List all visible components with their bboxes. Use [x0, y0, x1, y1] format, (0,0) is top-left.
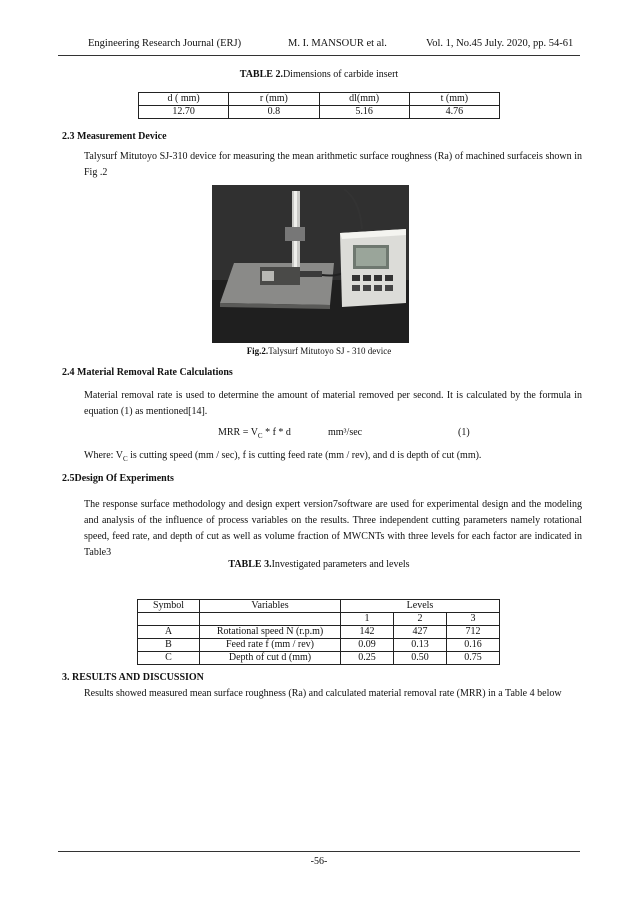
page-number: -56-	[310, 856, 328, 867]
table3-variable: Rotational speed N (r.p.m)	[200, 626, 341, 639]
table3	[137, 599, 500, 665]
table2-col-dl: dl(mm)	[319, 93, 409, 106]
section-2-4-body: Material removal rate is used to determine the amount of material removed per second. It is calculated by the formula in equation (1) as mentioned[14].	[84, 390, 582, 417]
section-2-5-heading: 2.5Design Of Experiments	[62, 473, 174, 484]
header-volume: Vol. 1, No.45 July. 2020, pp. 54-61	[426, 38, 574, 49]
equation-number: (1)	[458, 427, 470, 438]
table3-cell-empty	[138, 613, 200, 626]
table3-col-variables: Variables	[200, 600, 341, 613]
section-2-3-heading: 2.3 Measurement Device	[62, 131, 167, 142]
table-row	[138, 639, 500, 652]
table2-cell: 4.76	[409, 106, 499, 119]
table3-value: 0.09	[341, 639, 394, 652]
section-2-3-body: Talysurf Mitutoyo SJ-310 device for measuring the mean arithmetic surface roughness (Ra) of machined surfaceis shown in Fig .2	[84, 151, 582, 178]
table3-value: 712	[447, 626, 500, 639]
fig2-photo-drawing	[212, 185, 409, 343]
equation-unit: mm³/sec	[328, 427, 363, 438]
table2-header-row	[139, 93, 500, 106]
table3-col-levels: Levels	[341, 600, 500, 613]
table3-col-symbol: Symbol	[138, 600, 200, 613]
table3-header-row	[138, 600, 500, 613]
header-rule	[58, 55, 580, 56]
table3-value: 0.13	[394, 639, 447, 652]
table3-levels-row	[138, 613, 500, 626]
table-row	[138, 652, 500, 665]
table3-level: 1	[341, 613, 394, 626]
table3-cell-empty	[200, 613, 341, 626]
table2-col-r: r (mm)	[229, 93, 319, 106]
table2	[138, 92, 500, 119]
table3-variable: Depth of cut d (mm)	[200, 652, 341, 665]
table3-level: 3	[447, 613, 500, 626]
table2-col-d: d ( mm)	[139, 93, 229, 106]
table3-variable: Feed rate f (mm / rev)	[200, 639, 341, 652]
table3-value: 0.16	[447, 639, 500, 652]
table2-cell: 12.70	[139, 106, 229, 119]
section-3-heading: 3. RESULTS AND DISCUSSION	[62, 672, 204, 683]
table3-symbol: C	[138, 652, 200, 665]
table2-col-t: t (mm)	[409, 93, 499, 106]
table3-value: 0.75	[447, 652, 500, 665]
section-3-body: Results showed measured mean surface roughness (Ra) and calculated material removal rate (MRR) in a Table 4 below	[84, 688, 562, 699]
table3-symbol: A	[138, 626, 200, 639]
header-authors: M. I. MANSOUR et al.	[288, 38, 387, 49]
table3-title: TABLE 3.Investigated parameters and levels	[228, 559, 410, 570]
section-2-4-heading: 2.4 Material Removal Rate Calculations	[62, 367, 233, 378]
table2-cell: 5.16	[319, 106, 409, 119]
table2-title: TABLE 2.Dimensions of carbide insert	[239, 69, 399, 80]
table3-value: 0.25	[341, 652, 394, 665]
table2-cell: 0.8	[229, 106, 319, 119]
fig2-photo	[212, 185, 409, 343]
section-2-5-body: The response surface methodology and design expert version7software are used for experimental design and the modeling and analysis of the influence of process variables on the results. Three independent cutting parameters namely rotational speed, feed rate, and depth of cut as well as volume fraction of MWCNTs with three levels for each factor are indicated in Table3	[84, 499, 582, 558]
section-2-4-where: Where: $V_C$ is cutting speed (mm / sec), f is cutting feed rate (mm / rev), and d is depth of cut (mm).	[84, 450, 482, 463]
table3-value: 0.50	[394, 652, 447, 665]
table3-value: 427	[394, 626, 447, 639]
table3-value: 142	[341, 626, 394, 639]
header-journal: Engineering Research Journal (ERJ)	[88, 38, 242, 49]
footer-rule	[58, 851, 580, 852]
equation-mrr: MRR = $V_C$ * f * d	[218, 427, 291, 440]
table-row	[139, 106, 500, 119]
fig2-caption: Fig.2.Talysurf Mitutoyo SJ - 310 device	[246, 346, 392, 356]
table3-symbol: B	[138, 639, 200, 652]
table-row	[138, 626, 500, 639]
table3-level: 2	[394, 613, 447, 626]
